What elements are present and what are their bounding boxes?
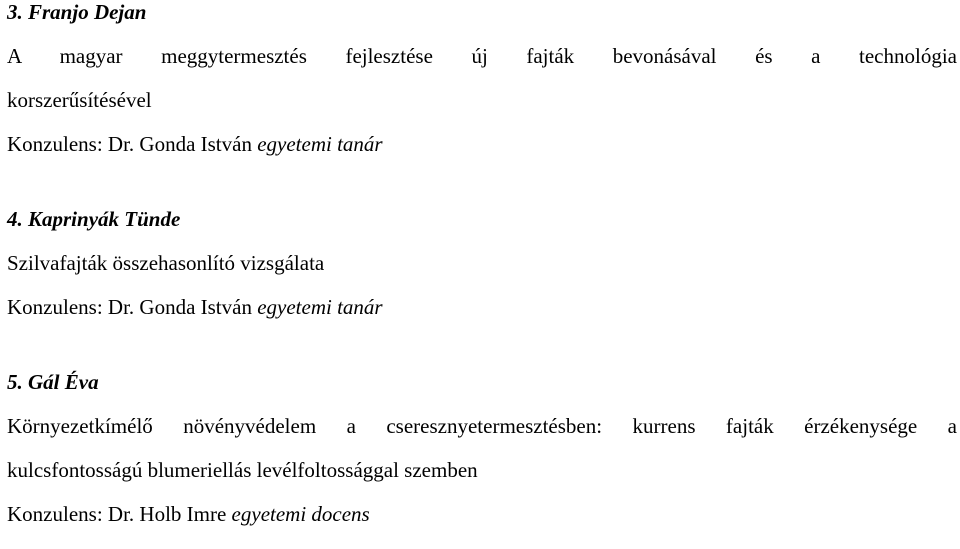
- advisor-name: Konzulens: Dr. Gonda István: [7, 295, 252, 319]
- advisor-line: [7, 502, 957, 526]
- advisor-name: Konzulens: Dr. Holb Imre: [7, 502, 227, 526]
- document-page: [7, 0, 957, 526]
- student-heading: 3. Franjo Dejan: [7, 0, 147, 24]
- thesis-title-line: Környezetkímélő növényvédelem a cseresznyetermesztésben: kurrens fajták érzékenysége a: [7, 414, 957, 438]
- advisor-name: Konzulens: Dr. Gonda István: [7, 132, 252, 156]
- advisor-line: [7, 132, 957, 156]
- student-heading: 5. Gál Éva: [7, 370, 99, 394]
- thesis-title-line: Szilvafajták összehasonlító vizsgálata: [7, 251, 325, 275]
- thesis-title-line: kulcsfontosságú blumeriellás levélfoltossággal szemben: [7, 458, 478, 482]
- thesis-entry: [7, 370, 957, 526]
- advisor-role: egyetemi tanár: [257, 295, 383, 319]
- thesis-title-line: A magyar meggytermesztés fejlesztése új fajták bevonásával és a technológia: [7, 44, 957, 68]
- thesis-title-line: korszerűsítésével: [7, 88, 152, 112]
- thesis-entry: [7, 207, 957, 319]
- advisor-line: [7, 295, 957, 319]
- thesis-entry: [7, 0, 957, 156]
- advisor-role: egyetemi tanár: [257, 132, 383, 156]
- advisor-role: egyetemi docens: [231, 502, 370, 526]
- student-heading: 4. Kaprinyák Tünde: [7, 207, 181, 231]
